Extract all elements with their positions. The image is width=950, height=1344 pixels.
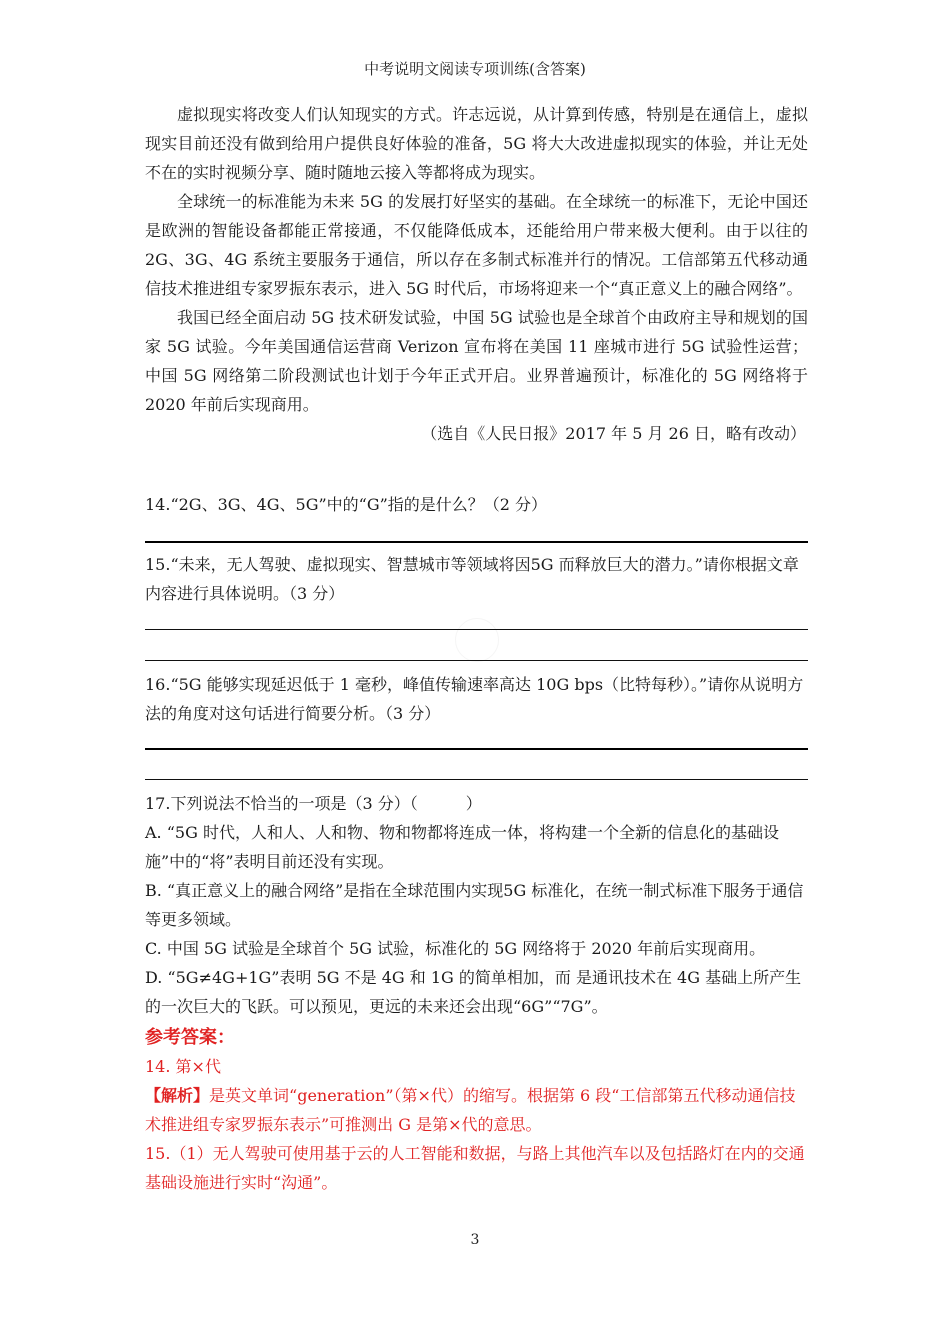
answer-line-15b[interactable] [145,660,808,661]
question-14 [145,490,808,519]
question-15 [145,550,808,608]
watermark-icon [455,618,499,662]
answer-line-14[interactable] [145,541,808,543]
paragraph-3: 我国已经全面启动 5G 技术研发试验，中国 5G 试验也是全球首个由政府主导和规划的国家 5G 试验。今年美国通信运营商 Verizon 宣布将在美国 11 座城市进行 5G 试验性运营；中国 5G 网络第二阶段测试也计划于今年正式开启。业界普遍预计，标准化的 5G 网络将于 2020 年前后实现商用。 [145,308,808,414]
source-citation: （选自《人民日报》2017 年 5 月 26 日，略有改动） [421,424,806,443]
answer-14-analysis [145,1081,808,1139]
page-header: 中考说明文阅读专项训练(含答案) [364,60,586,78]
passage [145,100,808,448]
answer-line-16b[interactable] [145,779,808,780]
answer-title: 参考答案： [145,1027,235,1048]
paragraph-1: 虚拟现实将改变人们认知现实的方式。许志远说，从计算到传感，特别是在通信上，虚拟现实目前还没有做到给用户提供良好体验的准备，5G 将大大改进虚拟现实的体验，并让无处不在的实时视频分享、随时随地云接入等都将成为现实。 [145,105,808,182]
option-d: D. “5G≠4G+1G”表明 5G 不是 4G 和 1G 的简单相加，而 是通讯技术在 4G 基础上所产生的一次巨大的飞跃。可以预见，更远的未来还会出现“6G”“7G”。 [145,968,802,1016]
option-c: C. 中国 5G 试验是全球首个 5G 试验，标准化的 5G 网络将于 2020 年前后实现商用。 [145,939,766,958]
answer-section [145,1024,808,1197]
page-number: 3 [470,1232,480,1248]
answer-14: 14. 第×代 [145,1057,221,1076]
answer-15: 15.（1）无人驾驶可使用基于云的人工智能和数据，与路上其他汽车以及包括路灯在内的交通基础设施进行实时“沟通”。 [145,1144,805,1192]
question-17-text: 17.下列说法不恰当的一项是（3 分）（ ） [145,794,482,813]
question-15-text: 15.“未来，无人驾驶、虚拟现实、智慧城市等领域将因5G 而释放巨大的潜力。”请你根据文章内容进行具体说明。（3 分） [145,555,799,603]
answer-line-16a[interactable] [145,748,808,750]
question-17 [145,789,808,1021]
question-16 [145,670,808,728]
option-a: A. “5G 时代，人和人、人和物、物和物都将连成一体，将构建一个全新的信息化的基础设施”中的“将”表明目前还没有实现。 [145,823,779,871]
question-14-text: 14.“2G、3G、4G、5G”中的“G”指的是什么？（2 分） [145,495,548,514]
question-16-text: 16.“5G 能够实现延迟低于 1 毫秒，峰值传输速率高达 10G bps（比特每秒）。”请你从说明方法的角度对这句话进行简要分析。（3 分） [145,675,804,723]
paragraph-2: 全球统一的标准能为未来 5G 的发展打好坚实的基础。在全球统一的标准下，无论中国还是欧洲的智能设备都能正常接通，不仅能降低成本，还能给用户带来极大便利。由于以往的 2G、3G、4G 系统主要服务于通信，所以存在多制式标准并行的情况。工信部第五代移动通信技术推进组专家罗振东表示，进入 5G 时代后，市场将迎来一个“真正意义上的融合网络”。 [145,192,808,298]
answer-line-15a[interactable] [145,629,808,630]
analysis-label: 【解析】 [145,1086,210,1105]
option-b: B. “真正意义上的融合网络”是指在全球范围内实现5G 标准化，在统一制式标准下服务于通信等更多领域。 [145,881,804,929]
analysis-text: 是英文单词“generation”（第×代）的缩写。根据第 6 段“工信部第五代移动通信技术推进组专家罗振东表示”可推测出 G 是第×代的意思。 [145,1086,796,1134]
